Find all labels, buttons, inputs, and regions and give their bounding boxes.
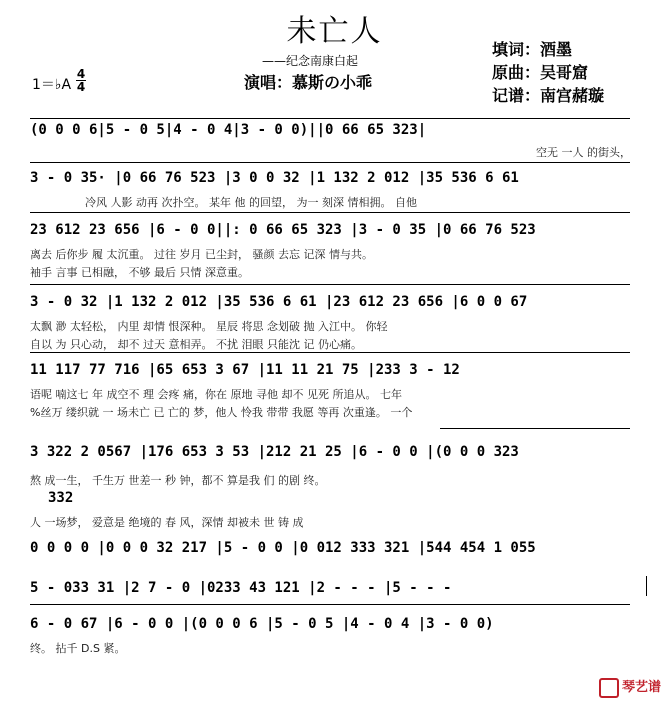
final-barline bbox=[646, 576, 647, 596]
notation-row: 3 322 2 0567 |176 653 3 53 |212 21 25 |6 - 0 0 |(0 0 0 323 bbox=[30, 444, 519, 460]
credits-block bbox=[492, 38, 604, 107]
notation-row: 23 612 23 656 |6 - 0 0||: 0 66 65 323 |3 - 0 35 |0 66 76 523 bbox=[30, 222, 536, 238]
notation-row: 3 - 0 32 |1 132 2 012 |35 536 6 61 |23 612 23 656 |6 0 0 67 bbox=[30, 294, 528, 310]
slur-line bbox=[30, 162, 630, 163]
notation-row: 11 117 77 716 |65 653 3 67 |11 11 21 75 |233 3 - 12 bbox=[30, 362, 460, 378]
watermark-logo-icon bbox=[599, 678, 619, 698]
lyric-line: 语呢 喃这七 年 成空不 理 会疼 痛，你在 原地 寻他 却不 见死 所追从。 七年 bbox=[30, 388, 402, 401]
notation-row: 5 - 033 31 |2 7 - 0 |0233 43 121 |2 - - - |5 - - - bbox=[30, 580, 452, 596]
slur-line bbox=[30, 212, 630, 213]
notation-row: 332 bbox=[48, 490, 74, 506]
lyric-line: 人 一场梦， 爱意是 绝境的 春 风，深情 却被未 世 铸 成 bbox=[30, 516, 304, 529]
lyric-line: 袖手 言事 已相融， 不够 最后 只情 深意重。 bbox=[30, 266, 249, 279]
transcriber-credit: 记谱：南宫赭璇 bbox=[492, 86, 605, 105]
lyric-line: 自以 为 只心动， 却不 过天 意相弄。 不扰 泪眼 只能沈 记 仍心痛。 bbox=[30, 338, 362, 351]
slur-line bbox=[30, 284, 630, 285]
notation-row: 0 0 0 0 |0 0 0 32 217 |5 - 0 0 |0 012 333 321 |544 454 1 055 bbox=[30, 540, 536, 556]
volta-line bbox=[440, 428, 630, 429]
lyric-line: 空无 一人 的街头， bbox=[536, 146, 631, 159]
notation-row: (0 0 0 6|5 - 0 5|4 - 0 4|3 - 0 0)||0 66 65 323| bbox=[30, 122, 427, 138]
slur-line bbox=[30, 352, 630, 353]
notation-row: 6 - 0 67 |6 - 0 0 |(0 0 0 6 |5 - 0 5 |4 - 0 4 |3 - 0 0) bbox=[30, 616, 494, 632]
time-signature-bottom: 4 bbox=[76, 80, 86, 94]
lyric-line: 终。 拈千 D.S 紧。 bbox=[30, 642, 126, 655]
song-title: 未亡人 bbox=[286, 14, 383, 49]
key-signature: 1＝♭A bbox=[32, 77, 72, 93]
lyric-line: 熬 成一生， 千生万 世差一 秒 钟，都不 算是我 们 的剧 终。 bbox=[30, 474, 326, 487]
volta-line bbox=[30, 604, 630, 605]
song-subtitle: ——纪念南康白起 bbox=[262, 54, 359, 68]
lyricist-credit: 填词：酒墨 bbox=[492, 40, 573, 59]
composer-credit: 原曲：吴哥窟 bbox=[492, 63, 589, 82]
lyric-line: 离去 后你步 履 太沉重。 过往 岁月 已尘封， 骚颜 去忘 记深 情与共。 bbox=[30, 248, 373, 261]
singer-credit: 演唱：慕斯の小乖 bbox=[244, 73, 373, 92]
watermark-text: 琴艺谱 bbox=[621, 680, 661, 695]
time-signature bbox=[76, 68, 86, 93]
lyric-line: 太飘 渺 太轻松， 内里 却情 恨深种。 星辰 将思 念划破 抛 入江中。 你轻 bbox=[30, 320, 388, 333]
slur-line bbox=[30, 118, 630, 119]
lyric-line: %丝万 缕织就 一 场未亡 已 亡的 梦，他人 怜我 带带 我愿 等再 次重逢。 一个 bbox=[30, 406, 413, 419]
notation-row: 3 - 0 35· |0 66 76 523 |3 0 0 32 |1 132 2 012 |35 536 6 61 bbox=[30, 170, 519, 186]
lyric-line: 冷风 人影 动再 次扑空。 某年 他 的回望， 为一 刻深 情相拥。 自他 bbox=[85, 196, 417, 209]
time-signature-top: 4 bbox=[76, 67, 86, 81]
watermark bbox=[599, 676, 661, 698]
